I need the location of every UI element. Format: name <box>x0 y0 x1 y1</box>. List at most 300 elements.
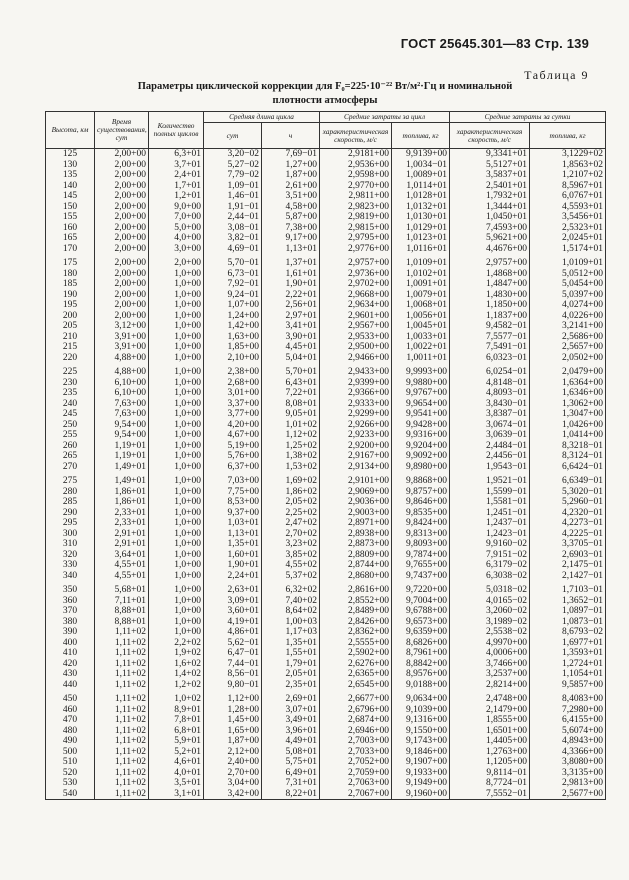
table-cell: 8,53+00 <box>204 497 262 508</box>
table-cell: 1,35+01 <box>262 638 320 649</box>
table-cell: 265 <box>46 451 95 462</box>
table-cell: 4,8943+00 <box>530 736 606 747</box>
table-cell: 2,8426+00 <box>320 617 392 628</box>
table-cell: 2,9736+00 <box>320 269 392 280</box>
table-row <box>46 789 606 800</box>
page-header: ГОСТ 25645.301—83 Стр. 139 <box>400 36 589 51</box>
table-cell: 4,0226+00 <box>530 311 606 322</box>
table-cell: 9,9316+00 <box>392 430 450 441</box>
table-cell: 380 <box>46 617 95 628</box>
table-cell: 1,0033+01 <box>392 332 450 343</box>
table-cell: 2,8489+00 <box>320 606 392 617</box>
table-cell: 1,60+01 <box>204 550 262 561</box>
table-row <box>46 409 606 420</box>
table-cell: 6,0254−01 <box>450 363 530 378</box>
table-cell: 2,61+00 <box>262 181 320 192</box>
table-cell: 6,8+01 <box>149 726 204 737</box>
table-cell: 1,11+02 <box>95 768 149 779</box>
table-cell: 3,3705−01 <box>530 539 606 550</box>
table-cell: 155 <box>46 212 95 223</box>
table-cell: 2,25+02 <box>262 508 320 519</box>
table-cell: 2,7059+00 <box>320 768 392 779</box>
table-cell: 2,4+01 <box>149 170 204 181</box>
table-cell: 3,91+00 <box>95 332 149 343</box>
table-cell: 3,01+00 <box>204 388 262 399</box>
table-cell: 2,35+01 <box>262 680 320 691</box>
table-cell: 1,0114+01 <box>392 181 450 192</box>
table-cell: 5,5127+01 <box>450 160 530 171</box>
table-cell: 1,86+01 <box>95 497 149 508</box>
table-cell: 1,63+00 <box>204 332 262 343</box>
table-cell: 4,3366+00 <box>530 747 606 758</box>
table-cell: 1,11+02 <box>95 627 149 638</box>
table-cell: 6,43+01 <box>262 378 320 389</box>
table-row <box>46 279 606 290</box>
table-cell: 2,9366+00 <box>320 388 392 399</box>
table-cell: 2,44−01 <box>204 212 262 223</box>
table-cell: 7,44−01 <box>204 659 262 670</box>
table-cell: 7,2980+00 <box>530 705 606 716</box>
table-cell: 1,0079+01 <box>392 290 450 301</box>
table-cell: 1,6977+01 <box>530 638 606 649</box>
table-row <box>46 747 606 758</box>
table-cell: 1,0+00 <box>149 363 204 378</box>
table-cell: 4,45+01 <box>262 342 320 353</box>
table-cell: 1,4847+00 <box>450 279 530 290</box>
table-cell: 2,00+00 <box>95 269 149 280</box>
table-cell: 1,11+02 <box>95 659 149 670</box>
table-cell: 2,6677+00 <box>320 690 392 705</box>
table-cell: 3,2060−02 <box>450 606 530 617</box>
table-cell: 4,20+00 <box>204 420 262 431</box>
table-cell: 1,13+01 <box>204 529 262 540</box>
table-cell: 1,53+02 <box>262 462 320 473</box>
table-cell: 1,0+00 <box>149 462 204 473</box>
table-cell: 2,9101+00 <box>320 472 392 487</box>
table-cell: 1,00+03 <box>262 617 320 628</box>
table-cell: 7,5577−01 <box>450 332 530 343</box>
table-cell: 1,7+01 <box>149 181 204 192</box>
table-cell: 1,3047+00 <box>530 409 606 420</box>
table-cell: 6,47−01 <box>204 648 262 659</box>
table-cell: 2,1479+00 <box>450 705 530 716</box>
table-cell: 2,12+00 <box>204 747 262 758</box>
table-cell: 7,9151−02 <box>450 550 530 561</box>
table-cell: 9,9139+00 <box>392 149 450 160</box>
table-cell: 2,9567+00 <box>320 321 392 332</box>
table-cell: 300 <box>46 529 95 540</box>
table-cell: 2,9668+00 <box>320 290 392 301</box>
table-cell: 3,1+01 <box>149 789 204 800</box>
table-cell: 2,5323+01 <box>530 223 606 234</box>
table-cell: 5,76+00 <box>204 451 262 462</box>
table-cell: 1,11+02 <box>95 789 149 800</box>
table-cell: 9,9160−02 <box>450 539 530 550</box>
table-cell: 9,1039+00 <box>392 705 450 716</box>
table-cell: 1,1205+00 <box>450 757 530 768</box>
table-cell: 3,08−01 <box>204 223 262 234</box>
table-cell: 235 <box>46 388 95 399</box>
table-cell: 2,9702+00 <box>320 279 392 290</box>
table-cell: 3,20−02 <box>204 149 262 160</box>
table-cell: 2,9598+00 <box>320 170 392 181</box>
table-cell: 2,9200+00 <box>320 441 392 452</box>
table-cell: 2,6545+00 <box>320 680 392 691</box>
table-cell: 1,0123+01 <box>392 233 450 244</box>
col-fuel: топлива, кг <box>392 123 450 149</box>
table-cell: 7,63+00 <box>95 409 149 420</box>
table-cell: 2,00+00 <box>95 244 149 255</box>
table-cell: 9,54+00 <box>95 420 149 431</box>
table-cell: 2,9167+00 <box>320 451 392 462</box>
table-row <box>46 529 606 540</box>
table-cell: 310 <box>46 539 95 550</box>
table-cell: 3,04+00 <box>204 778 262 789</box>
table-cell: 3,1229+02 <box>530 149 606 160</box>
table-cell: 1,38+02 <box>262 451 320 462</box>
table-cell: 1,0022+01 <box>392 342 450 353</box>
table-cell: 2,97+01 <box>262 311 320 322</box>
table-cell: 150 <box>46 202 95 213</box>
table-cell: 9,8646+00 <box>392 497 450 508</box>
table-cell: 1,6346+00 <box>530 388 606 399</box>
table-cell: 2,6874+00 <box>320 715 392 726</box>
table-cell: 2,10+00 <box>204 353 262 364</box>
table-cell: 5,6074+00 <box>530 726 606 737</box>
table-cell: 175 <box>46 254 95 269</box>
table-cell: 5,3020−01 <box>530 487 606 498</box>
table-label: Таблица 9 <box>524 68 589 82</box>
table-cell: 2,00+00 <box>95 202 149 213</box>
table-cell: 2,70+02 <box>262 529 320 540</box>
table-cell: 1,4405+00 <box>450 736 530 747</box>
table-cell: 520 <box>46 768 95 779</box>
table-cell: 1,0+00 <box>149 342 204 353</box>
table-cell: 210 <box>46 332 95 343</box>
table-cell: 480 <box>46 726 95 737</box>
table-cell: 3,07+01 <box>262 705 320 716</box>
table-cell: 2,9433+00 <box>320 363 392 378</box>
table-cell: 2,63+01 <box>204 581 262 596</box>
table-cell: 1,49+01 <box>95 472 149 487</box>
table-cell: 2,00+00 <box>95 279 149 290</box>
table-cell: 2,00+00 <box>95 149 149 160</box>
table-cell: 1,3062+00 <box>530 399 606 410</box>
table-cell: 185 <box>46 279 95 290</box>
table-cell: 1,0+00 <box>149 332 204 343</box>
table-cell: 3,5456+01 <box>530 212 606 223</box>
table-cell: 7,8+01 <box>149 715 204 726</box>
table-row <box>46 638 606 649</box>
table-cell: 2,9299+00 <box>320 409 392 420</box>
table-cell: 1,11+02 <box>95 778 149 789</box>
table-cell: 4,49+01 <box>262 736 320 747</box>
table-cell: 7,4593+00 <box>450 223 530 234</box>
table-row <box>46 363 606 378</box>
table-cell: 2,9634+00 <box>320 300 392 311</box>
table-cell: 1,9521−01 <box>450 472 530 487</box>
table-cell: 2,5657+00 <box>530 342 606 353</box>
table-cell: 2,9795+00 <box>320 233 392 244</box>
table-cell: 9,0188+00 <box>392 680 450 691</box>
table-cell: 9,8757+00 <box>392 487 450 498</box>
table-cell: 1,0+00 <box>149 430 204 441</box>
table-cell: 7,0+00 <box>149 212 204 223</box>
table-row <box>46 627 606 638</box>
table-cell: 2,0479+00 <box>530 363 606 378</box>
table-cell: 1,0132+01 <box>392 202 450 213</box>
table-cell: 9,1907+00 <box>392 757 450 768</box>
table-cell: 9,7437+00 <box>392 571 450 582</box>
table-cell: 2,7003+00 <box>320 736 392 747</box>
table-cell: 2,8214+00 <box>450 680 530 691</box>
table-cell: 2,9466+00 <box>320 353 392 364</box>
table-cell: 2,00+00 <box>95 191 149 202</box>
table-cell: 160 <box>46 223 95 234</box>
table-cell: 2,9533+00 <box>320 332 392 343</box>
table-cell: 2,00+00 <box>95 160 149 171</box>
table-cell: 8,6793−02 <box>530 627 606 638</box>
table-cell: 1,0089+01 <box>392 170 450 181</box>
col-cycles: Количество полных циклов <box>149 112 204 149</box>
table-row <box>46 680 606 691</box>
table-cell: 1,0+00 <box>149 617 204 628</box>
table-cell: 2,9823+00 <box>320 202 392 213</box>
table-cell: 4,88+00 <box>95 353 149 364</box>
table-cell: 2,00+00 <box>95 212 149 223</box>
table-cell: 1,11+02 <box>95 648 149 659</box>
table-cell: 5,08+01 <box>262 747 320 758</box>
table-cell: 125 <box>46 149 95 160</box>
table-cell: 1,0+00 <box>149 539 204 550</box>
table-cell: 7,69−01 <box>262 149 320 160</box>
table-cell: 1,0102+01 <box>392 269 450 280</box>
table-cell: 510 <box>46 757 95 768</box>
table-row <box>46 705 606 716</box>
table-cell: 195 <box>46 300 95 311</box>
table-cell: 5,70−01 <box>204 254 262 269</box>
table-cell: 2,00+00 <box>95 254 149 269</box>
table-cell: 360 <box>46 596 95 607</box>
table-cell: 1,0+00 <box>149 472 204 487</box>
table-cell: 9,1316+00 <box>392 715 450 726</box>
table-cell: 3,1989−02 <box>450 617 530 628</box>
table-cell: 370 <box>46 606 95 617</box>
table-cell: 4,86+01 <box>204 627 262 638</box>
table-cell: 7,5552−01 <box>450 789 530 800</box>
table-cell: 1,0128+01 <box>392 191 450 202</box>
table-cell: 135 <box>46 170 95 181</box>
table-row <box>46 233 606 244</box>
table-row <box>46 160 606 171</box>
table-cell: 4,0165−02 <box>450 596 530 607</box>
table-cell: 1,2107+02 <box>530 170 606 181</box>
table-cell: 3,2141+00 <box>530 321 606 332</box>
table-cell: 8,7724−01 <box>450 778 530 789</box>
table-cell: 1,0+00 <box>149 378 204 389</box>
table-cell: 4,0+01 <box>149 768 204 779</box>
table-cell: 1,0+00 <box>149 451 204 462</box>
table-cell: 2,4456−01 <box>450 451 530 462</box>
table-cell: 1,0+00 <box>149 290 204 301</box>
table-cell: 1,0+00 <box>149 497 204 508</box>
table-cell: 1,11+02 <box>95 747 149 758</box>
table-cell: 1,6+02 <box>149 659 204 670</box>
table-cell: 6,3038−02 <box>450 571 530 582</box>
table-cell: 2,9399+00 <box>320 378 392 389</box>
table-cell: 1,11+02 <box>95 638 149 649</box>
table-cell: 2,33+01 <box>95 518 149 529</box>
table-cell: 9,37+00 <box>204 508 262 519</box>
table-cell: 1,11+02 <box>95 705 149 716</box>
table-cell: 1,28+00 <box>204 705 262 716</box>
table-cell: 4,55+01 <box>95 560 149 571</box>
table-cell: 2,8809+00 <box>320 550 392 561</box>
table-cell: 2,00+00 <box>95 233 149 244</box>
table-cell: 2,9233+00 <box>320 430 392 441</box>
table-row <box>46 269 606 280</box>
table-cell: 1,6364+00 <box>530 378 606 389</box>
table-cell: 1,6501+00 <box>450 726 530 737</box>
table-cell: 2,4748+00 <box>450 690 530 705</box>
table-cell: 9,1949+00 <box>392 778 450 789</box>
table-cell: 3,90+01 <box>262 332 320 343</box>
table-cell: 8,7961+00 <box>392 648 450 659</box>
table-cell: 9,0+00 <box>149 202 204 213</box>
table-cell: 3,0674−01 <box>450 420 530 431</box>
table-cell: 9,24−01 <box>204 290 262 301</box>
table-cell: 8,9+01 <box>149 705 204 716</box>
table-cell: 8,3124−01 <box>530 451 606 462</box>
table-row <box>46 321 606 332</box>
table-cell: 3,82−01 <box>204 233 262 244</box>
table-cell: 1,17+03 <box>262 627 320 638</box>
table-cell: 3,41+01 <box>262 321 320 332</box>
table-row <box>46 581 606 596</box>
table-cell: 1,90+01 <box>262 279 320 290</box>
table-cell: 2,24+01 <box>204 571 262 582</box>
table-cell: 460 <box>46 705 95 716</box>
table-cell: 170 <box>46 244 95 255</box>
table-cell: 500 <box>46 747 95 758</box>
table-cell: 2,05+02 <box>262 497 320 508</box>
table-cell: 2,6903−01 <box>530 550 606 561</box>
table-cell: 225 <box>46 363 95 378</box>
table-cell: 1,8555+00 <box>450 715 530 726</box>
col-cycle-days: сут <box>204 123 262 149</box>
table-cell: 240 <box>46 399 95 410</box>
table-cell: 4,19+01 <box>204 617 262 628</box>
col-cycle-length: Средняя длина цикла <box>204 112 320 123</box>
table-row <box>46 290 606 301</box>
table-cell: 9,7655+00 <box>392 560 450 571</box>
table-cell: 1,0+00 <box>149 606 204 617</box>
table-cell: 1,2+01 <box>149 191 204 202</box>
table-cell: 1,12+00 <box>204 690 262 705</box>
table-cell: 215 <box>46 342 95 353</box>
table-cell: 6,0767+01 <box>530 191 606 202</box>
table-cell: 9,6788+00 <box>392 606 450 617</box>
table-row <box>46 690 606 705</box>
col-char-speed: характеристическая скорость, м/с <box>320 123 392 149</box>
table-cell: 9,9767+00 <box>392 388 450 399</box>
table-cell: 4,8093−01 <box>450 388 530 399</box>
table-cell: 2,1475−01 <box>530 560 606 571</box>
table-cell: 4,6+01 <box>149 757 204 768</box>
table-cell: 1,2763+00 <box>450 747 530 758</box>
table-cell: 330 <box>46 560 95 571</box>
table-cell: 1,87+00 <box>204 736 262 747</box>
table-cell: 1,46−01 <box>204 191 262 202</box>
table-cell: 8,9576+00 <box>392 669 450 680</box>
table-cell: 1,3593+01 <box>530 648 606 659</box>
table-cell: 8,4083+00 <box>530 690 606 705</box>
table-cell: 3,8080+00 <box>530 757 606 768</box>
table-cell: 2,9815+00 <box>320 223 392 234</box>
table-cell: 7,75+00 <box>204 487 262 498</box>
table-cell: 2,8362+00 <box>320 627 392 638</box>
table-cell: 4,88+00 <box>95 363 149 378</box>
table-cell: 2,0+00 <box>149 254 204 269</box>
table-cell: 2,8552+00 <box>320 596 392 607</box>
table-cell: 2,38+00 <box>204 363 262 378</box>
table-row <box>46 170 606 181</box>
table-cell: 9,6573+00 <box>392 617 450 628</box>
table-cell: 1,0045+01 <box>392 321 450 332</box>
table-cell: 1,09−01 <box>204 181 262 192</box>
table-row <box>46 606 606 617</box>
table-cell: 4,5593+01 <box>530 202 606 213</box>
table-cell: 9,7874+00 <box>392 550 450 561</box>
table-cell: 1,03+01 <box>204 518 262 529</box>
table-cell: 3,0+00 <box>149 244 204 255</box>
table-row <box>46 487 606 498</box>
table-cell: 140 <box>46 181 95 192</box>
table-cell: 1,4868+00 <box>450 269 530 280</box>
table-cell: 6,10+00 <box>95 378 149 389</box>
table-cell: 2,9181+00 <box>320 149 392 160</box>
table-cell: 2,0502+00 <box>530 353 606 364</box>
table-cell: 8,3218−01 <box>530 441 606 452</box>
table-cell: 8,88+01 <box>95 606 149 617</box>
table-row <box>46 497 606 508</box>
table-cell: 1,0+00 <box>149 269 204 280</box>
table-cell: 4,55+02 <box>262 560 320 571</box>
table-cell: 1,11+02 <box>95 757 149 768</box>
table-cell: 250 <box>46 420 95 431</box>
table-cell: 1,2+02 <box>149 680 204 691</box>
table-cell: 7,40+02 <box>262 596 320 607</box>
table-cell: 7,11+01 <box>95 596 149 607</box>
title-line-2: плотности атмосферы <box>272 95 378 106</box>
table-cell: 6,10+00 <box>95 388 149 399</box>
table-cell: 6,37+00 <box>204 462 262 473</box>
table-cell: 2,7033+00 <box>320 747 392 758</box>
table-row <box>46 648 606 659</box>
table-cell: 3,37+00 <box>204 399 262 410</box>
table-cell: 1,37+01 <box>262 254 320 269</box>
table-cell: 9,05+01 <box>262 409 320 420</box>
table-cell: 1,0011+01 <box>392 353 450 364</box>
table-cell: 1,0426+00 <box>530 420 606 431</box>
table-cell: 2,00+00 <box>95 311 149 322</box>
table-row <box>46 617 606 628</box>
table-cell: 1,24+00 <box>204 311 262 322</box>
table-cell: 5,0+00 <box>149 223 204 234</box>
table-cell: 165 <box>46 233 95 244</box>
table-cell: 2,8616+00 <box>320 581 392 596</box>
table-row <box>46 508 606 519</box>
